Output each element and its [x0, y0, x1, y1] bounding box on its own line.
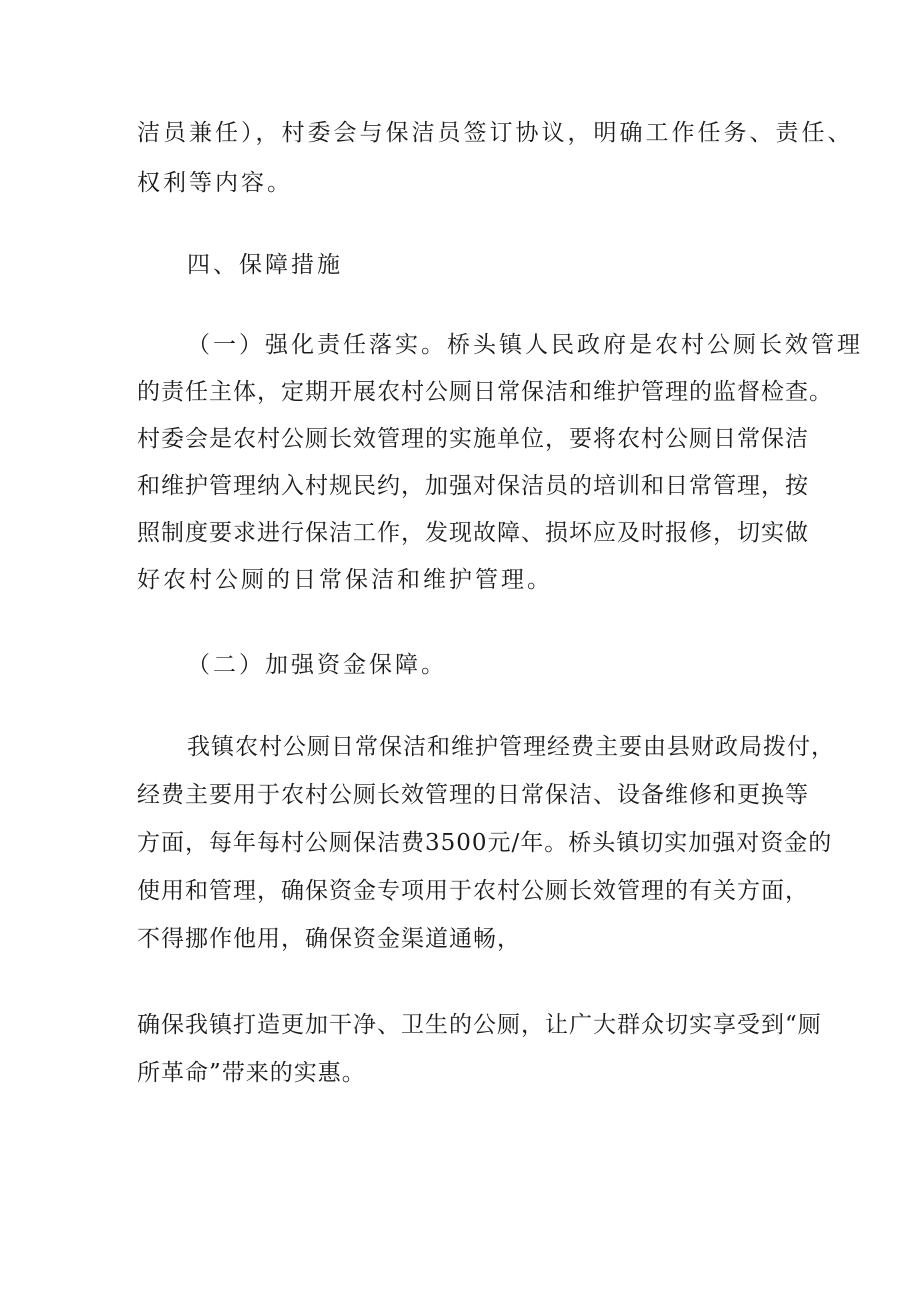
subsection-heading: （一）强化责任落实。桥头镇人民政府是农村公厕长效管理: [187, 332, 863, 358]
paragraph-line: 洁员兼任），村委会与保洁员签订协议，明确工作任务、责任、: [137, 120, 854, 146]
paragraph-line: 方面，每年每村公厕保洁费3500元/年。桥头镇切实加强对资金的: [137, 830, 833, 856]
subsection-heading: （二）加强资金保障。: [187, 652, 447, 678]
paragraph-line: 和维护管理纳入村规民约，加强对保洁员的培训和日常管理，按: [137, 473, 809, 499]
paragraph-line: 权利等内容。: [137, 170, 293, 196]
section-heading: 四、保障措施: [187, 252, 343, 278]
paragraph-line: 使用和管理，确保资金专项用于农村公厕长效管理的有关方面，: [137, 878, 809, 904]
paragraph-line: 不得挪作他用，确保资金渠道通畅，: [137, 926, 521, 952]
paragraph-line: 经费主要用于农村公厕长效管理的日常保洁、设备维修和更换等: [137, 782, 809, 808]
paragraph-line: 的责任主体，定期开展农村公厕日常保洁和维护管理的监督检查。: [137, 379, 833, 405]
paragraph-line: 我镇农村公厕日常保洁和维护管理经费主要由县财政局拨付，: [187, 734, 835, 760]
paragraph-line: 照制度要求进行保洁工作，发现故障、损坏应及时报修，切实做: [137, 520, 809, 546]
paragraph-line: 好农村公厕的日常保洁和维护管理。: [137, 567, 553, 593]
paragraph-line: 所革命”带来的实惠。: [137, 1060, 366, 1086]
paragraph-line: 村委会是农村公厕长效管理的实施单位，要将农村公厕日常保洁: [137, 426, 809, 452]
paragraph-line: 确保我镇打造更加干净、卫生的公厕，让广大群众切实享受到“厕: [137, 1012, 822, 1038]
